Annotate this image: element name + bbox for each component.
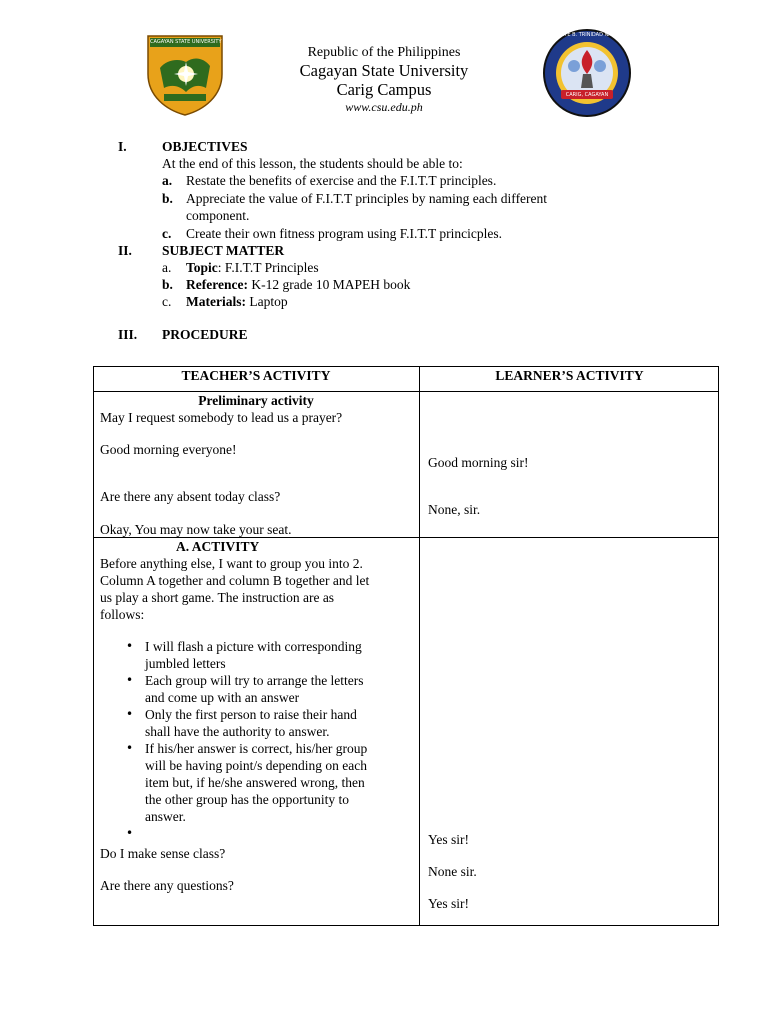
letterhead [0, 44, 768, 115]
activity-intro-line: Before anything else, I want to group you into 2. [100, 556, 363, 571]
objective-letter-c: c. [162, 226, 172, 241]
objective-letter-b: b. [162, 191, 173, 206]
teacher-activity-header: TEACHER’S ACTIVITY [181, 368, 331, 383]
instruction-line: • If his/her answer is correct, his/her group [145, 741, 368, 756]
subject-number: II. [118, 243, 132, 258]
instruction-line: will be having point/s depending on each [145, 758, 367, 773]
materials-label: Materials: [186, 294, 246, 309]
topic-value: : F.I.T.T Principles [217, 260, 319, 275]
learner-greeting: Good morning sir! [428, 455, 529, 470]
subject-letter-c: c. [162, 294, 172, 309]
instruction-line: shall have the authority to answer. [145, 724, 330, 739]
learner-yes-1: Yes sir! [428, 832, 470, 847]
teacher-prayer: May I request somebody to lead us a prayer? [100, 410, 343, 425]
activity-instructions [120, 638, 415, 842]
learner-none-2: None sir. [428, 864, 477, 879]
republic-line: Republic of the Philippines [307, 45, 461, 60]
teacher-make-sense: Do I make sense class? [100, 846, 226, 861]
learner-yes-2: Yes sir! [428, 896, 470, 911]
subject-letter-a: a. [162, 260, 172, 275]
instruction-line: answer. [145, 809, 186, 824]
objectives-intro: At the end of this lesson, the students should be able to: [162, 156, 463, 171]
instruction-line: and come up with an answer [145, 690, 300, 705]
instruction-line: • I will flash a picture with corresponding [145, 639, 362, 654]
objective-c: Create their own fitness program using F.I.T.T princicples. [186, 226, 502, 241]
learner-activity-header: LEARNER’S ACTIVITY [495, 368, 644, 383]
instruction-item [120, 740, 415, 825]
school-seal-bottom: CARIG, CAGAYAN [565, 92, 609, 98]
csu-logo-text: CAGAYAN STATE UNIVERSITY [150, 39, 222, 45]
university-name: Cagayan State University [299, 61, 469, 80]
objective-b-cont: component. [186, 208, 250, 223]
instruction-line: • Only the first person to raise their hand [145, 707, 357, 722]
objective-b: Appreciate the value of F.I.T.T principles by naming each different [186, 191, 548, 206]
reference-value: K-12 grade 10 MAPEH book [247, 277, 411, 292]
topic-label: Topic [186, 260, 218, 275]
website-link[interactable]: www.csu.edu.ph [345, 100, 423, 114]
activity-intro-line: us play a short game. The instruction are as [100, 590, 335, 605]
teacher-absent: Are there any absent today class? [100, 489, 281, 504]
instruction-line: • Each group will try to arrange the letters [145, 673, 364, 688]
instruction-item [120, 672, 415, 706]
instruction-line: the other group has the opportunity to [145, 792, 349, 807]
subject-reference [186, 276, 410, 293]
subject-topic [186, 259, 319, 276]
teacher-questions: Are there any questions? [100, 878, 234, 893]
instruction-line: item but, if he/she answered wrong, then [145, 775, 365, 790]
teacher-seat: Okay, You may now take your seat. [100, 522, 292, 537]
objective-letter-a: a. [162, 173, 173, 188]
procedure-number: III. [118, 327, 138, 342]
activity-title: A. ACTIVITY [176, 539, 260, 554]
learner-none: None, sir. [428, 502, 481, 517]
materials-value: Laptop [245, 294, 288, 309]
activity-intro-line: Column A together and column B together and let [100, 573, 370, 588]
instruction-item [120, 638, 415, 672]
subject-materials [186, 293, 288, 310]
instruction-item-empty [120, 825, 415, 842]
preliminary-title: Preliminary activity [198, 393, 314, 408]
activity-intro-line: follows: [100, 607, 145, 622]
subject-letter-b: b. [162, 277, 173, 292]
instruction-line: jumbled letters [145, 656, 226, 671]
objective-a: Restate the benefits of exercise and the F.I.T.T principles. [186, 173, 497, 188]
objectives-number: I. [118, 139, 127, 154]
table-column-divider [419, 366, 420, 926]
subject-title: SUBJECT MATTER [162, 243, 285, 258]
teacher-greeting: Good morning everyone! [100, 442, 237, 457]
instruction-item [120, 706, 415, 740]
school-seal-text: VICENTE B. TRINIDAD NATIONAL HIGH SCHOOL [549, 32, 667, 38]
activity-intro [100, 555, 415, 623]
objectives-title: OBJECTIVES [162, 139, 248, 154]
campus-name: Carig Campus [336, 80, 432, 99]
reference-label: Reference: [186, 277, 248, 292]
procedure-title: PROCEDURE [162, 327, 248, 342]
